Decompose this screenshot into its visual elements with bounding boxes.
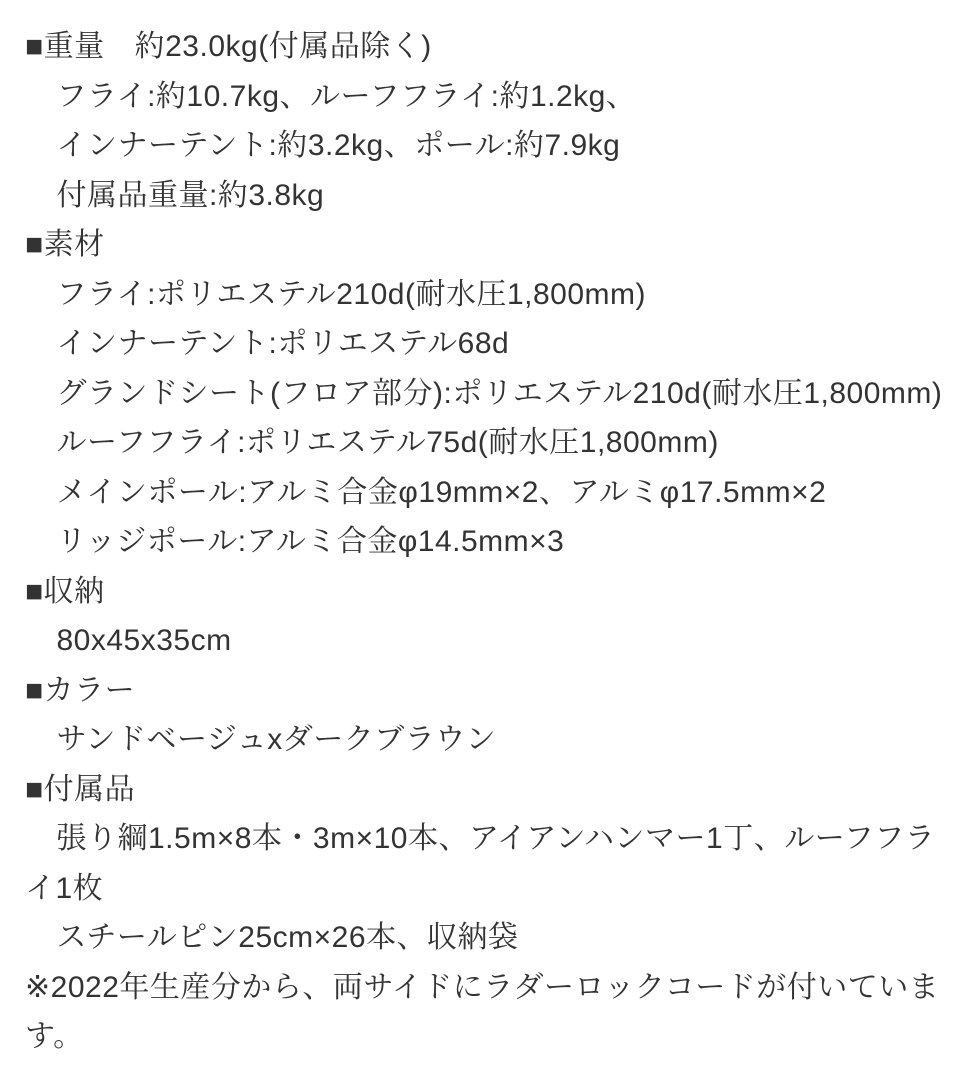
section-title: 重量 bbox=[43, 30, 105, 63]
spec-line: メインポール:アルミ合金φ19mm×2、アルミφ17.5mm×2 bbox=[56, 475, 827, 509]
spec-line: 80x45x35cm bbox=[56, 624, 232, 657]
spec-line: リッジポール:アルミ合金φ14.5mm×3 bbox=[56, 525, 565, 558]
spec-line: ルーフフライ:ポリエステル75d(耐水圧1,800mm) bbox=[56, 426, 719, 459]
section-weight bbox=[25, 22, 951, 220]
section-title: 素材 bbox=[43, 228, 105, 261]
section-title: 付属品 bbox=[43, 772, 136, 806]
section-heading bbox=[25, 567, 951, 617]
section-color bbox=[25, 666, 951, 765]
spec-line: インナーテント:ポリエステル68d bbox=[56, 327, 510, 360]
section-title-value: 約23.0kg(付属品除く) bbox=[134, 30, 432, 63]
spec-line: サンドベージュxダークブラウン bbox=[56, 723, 497, 756]
spec-line: 張り綱1.5m×8本・3m×10本、アイアンハンマー1丁、ルーフフライ1枚 bbox=[25, 822, 936, 905]
spec-line: フライ:約10.7kg、ルーフフライ:約1.2kg、 bbox=[56, 79, 637, 113]
section-heading bbox=[25, 220, 951, 270]
spec-line: 付属品重量:約3.8kg bbox=[56, 178, 325, 212]
section-marker: ■ bbox=[25, 30, 44, 63]
production-note: ※2022年生産分から、両サイドにラダーロックコードが付いています。 bbox=[25, 970, 940, 1053]
spec-line: フライ:ポリエステル210d(耐水圧1,800mm) bbox=[56, 277, 647, 311]
section-accessories bbox=[25, 765, 951, 963]
section-marker: ■ bbox=[25, 574, 44, 608]
section-title: 収納 bbox=[43, 574, 105, 608]
section-title: カラー bbox=[43, 673, 136, 707]
spec-line: スチールピン25cm×26本、収納袋 bbox=[56, 921, 519, 954]
section-heading bbox=[25, 666, 951, 716]
spec-line: インナーテント:約3.2kg、ポール:約7.9kg bbox=[56, 129, 621, 162]
section-marker: ■ bbox=[25, 228, 44, 261]
spec-line: グランドシート(フロア部分):ポリエステル210d(耐水圧1,800mm) bbox=[56, 376, 943, 410]
section-material bbox=[25, 220, 951, 567]
section-storage bbox=[25, 567, 951, 666]
section-heading bbox=[25, 765, 951, 815]
section-heading bbox=[25, 22, 951, 72]
section-marker: ■ bbox=[25, 772, 44, 806]
section-marker: ■ bbox=[25, 673, 44, 707]
